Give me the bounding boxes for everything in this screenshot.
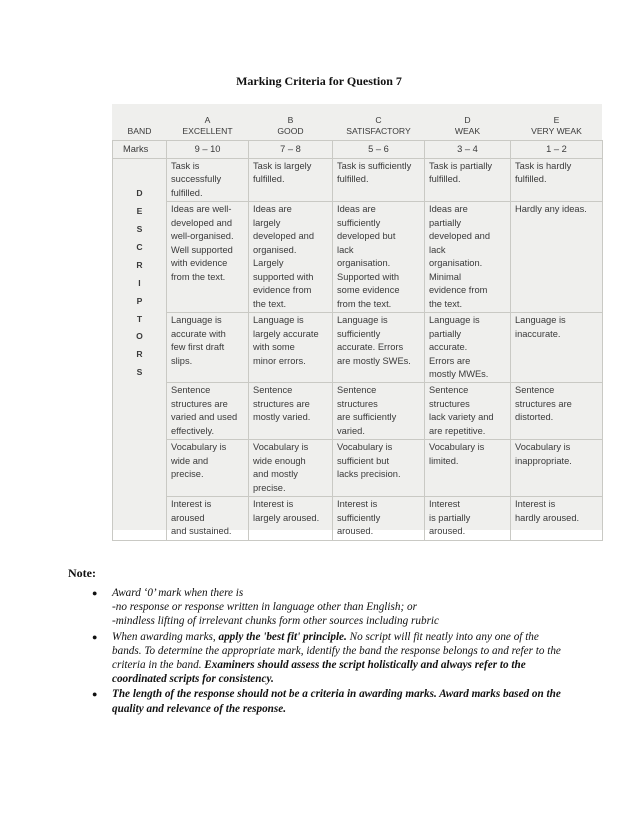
criteria-row-ideas <box>113 202 603 313</box>
rubric-cell: Ideas are largely developed and organised. Largely supported with evidence from the text. <box>249 202 333 313</box>
rubric-cell: Ideas are partially developed and lack organisation. Minimal evidence from the text. <box>425 202 511 313</box>
rubric-cell: Vocabulary is limited. <box>425 440 511 497</box>
criteria-row-interest <box>113 497 603 540</box>
rubric-cell: Task is successfully fulfilled. <box>167 158 249 201</box>
rubric-cell: Language is largely accurate with some minor errors. <box>249 313 333 383</box>
rubric-cell: Vocabulary is inappropriate. <box>511 440 603 497</box>
criteria-row-vocabulary <box>113 440 603 497</box>
criteria-row-sentence <box>113 383 603 440</box>
band-header-e: E VERY WEAK <box>531 115 582 137</box>
bullet-icon: ● <box>92 631 98 642</box>
rubric-cell: Language is sufficiently accurate. Errors are mostly SWEs. <box>333 313 425 383</box>
rubric-cell: Vocabulary is wide enough and mostly precise. <box>249 440 333 497</box>
rubric-cell: Interest is hardly aroused. <box>511 497 603 540</box>
descriptors-vertical-label: D E S C R I P T O R S <box>113 158 167 540</box>
band-label: BAND <box>127 126 152 137</box>
note-emphasis: apply the 'best fit' principle. <box>218 630 347 643</box>
rubric-cell: Task is largely fulfilled. <box>249 158 333 201</box>
marks-a: 9 – 10 <box>167 140 249 158</box>
rubric-cell: Task is hardly fulfilled. <box>511 158 603 201</box>
marks-d: 3 – 4 <box>425 140 511 158</box>
note-text: When awarding marks, <box>112 630 219 643</box>
rubric-cell: Sentence structures are mostly varied. <box>249 383 333 440</box>
band-header-c: C SATISFACTORY <box>346 115 411 137</box>
band-header-b: B GOOD <box>277 115 304 137</box>
rubric-cell: Interest is partially aroused. <box>425 497 511 540</box>
criteria-row-language <box>113 313 603 383</box>
rubric-cell: Sentence structures are varied and used effectively. <box>167 383 249 440</box>
rubric-cell: Interest is sufficiently aroused. <box>333 497 425 540</box>
rubric-cell: Language is inaccurate. <box>511 313 603 383</box>
marks-label: Marks <box>113 140 167 158</box>
note-text: No script will fit neatly into any one of the bands. To determine the appropriate mark, identify the band the response belongs to and refer to the criteria in the band. <box>112 630 561 672</box>
rubric-scan <box>112 104 602 537</box>
rubric-cell: Interest is largely aroused. <box>249 497 333 540</box>
rubric-cell: Task is sufficiently fulfilled. <box>333 158 425 201</box>
marks-c: 5 – 6 <box>333 140 425 158</box>
note-emphasis: Examiners should assess the script holistically and always refer to the coordinated scripts for consistency. <box>112 659 526 686</box>
note-item <box>68 687 568 715</box>
note-heading: Note: <box>68 566 96 580</box>
note-line: -no response or response written in language other than English; or <box>112 601 417 614</box>
note-emphasis: The length of the response should not be a criteria in awarding marks. Award marks based on the quality and relevance of the response. <box>112 688 561 715</box>
rubric-cell: Vocabulary is wide and precise. <box>167 440 249 497</box>
rubric-cell: Sentence structures lack variety and are repetitive. <box>425 383 511 440</box>
bullet-icon: ● <box>92 588 98 598</box>
rubric-cell: Language is accurate with few first draft slips. <box>167 313 249 383</box>
marks-b: 7 – 8 <box>249 140 333 158</box>
rubric-cell: Vocabulary is sufficient but lacks precision. <box>333 440 425 497</box>
band-header-d: D WEAK <box>454 115 481 137</box>
rubric-cell: Sentence structures are sufficiently varied. <box>333 383 425 440</box>
rubric-cell: Task is partially fulfilled. <box>425 158 511 201</box>
rubric-cell: Interest is aroused and sustained. <box>167 497 249 540</box>
rubric-header-row <box>113 104 603 140</box>
note-list <box>68 586 568 717</box>
band-header-a: A EXCELLENT <box>182 115 233 137</box>
marks-row <box>113 140 603 158</box>
criteria-row-task <box>113 158 603 201</box>
page-title: Marking Criteria for Question 7 <box>236 74 402 88</box>
rubric-cell: Language is partially accurate. Errors are mostly MWEs. <box>425 313 511 383</box>
marks-e: 1 – 2 <box>511 140 603 158</box>
note-line: Award ‘0’ mark when there is <box>112 587 244 599</box>
rubric-cell: Sentence structures are distorted. <box>511 383 603 440</box>
rubric-cell: Hardly any ideas. <box>511 202 603 313</box>
note-line: -mindless lifting of irrelevant chunks form other sources including rubric <box>112 615 439 628</box>
note-item <box>68 586 568 629</box>
note-item <box>68 630 568 687</box>
rubric-cell: Ideas are well- developed and well-organised. Well supported with evidence from the text. <box>167 202 249 313</box>
rubric-table <box>112 104 603 541</box>
bullet-icon: ● <box>92 689 98 700</box>
rubric-cell: Ideas are sufficiently developed but lack organisation. Supported with some evidence from the text. <box>333 202 425 313</box>
